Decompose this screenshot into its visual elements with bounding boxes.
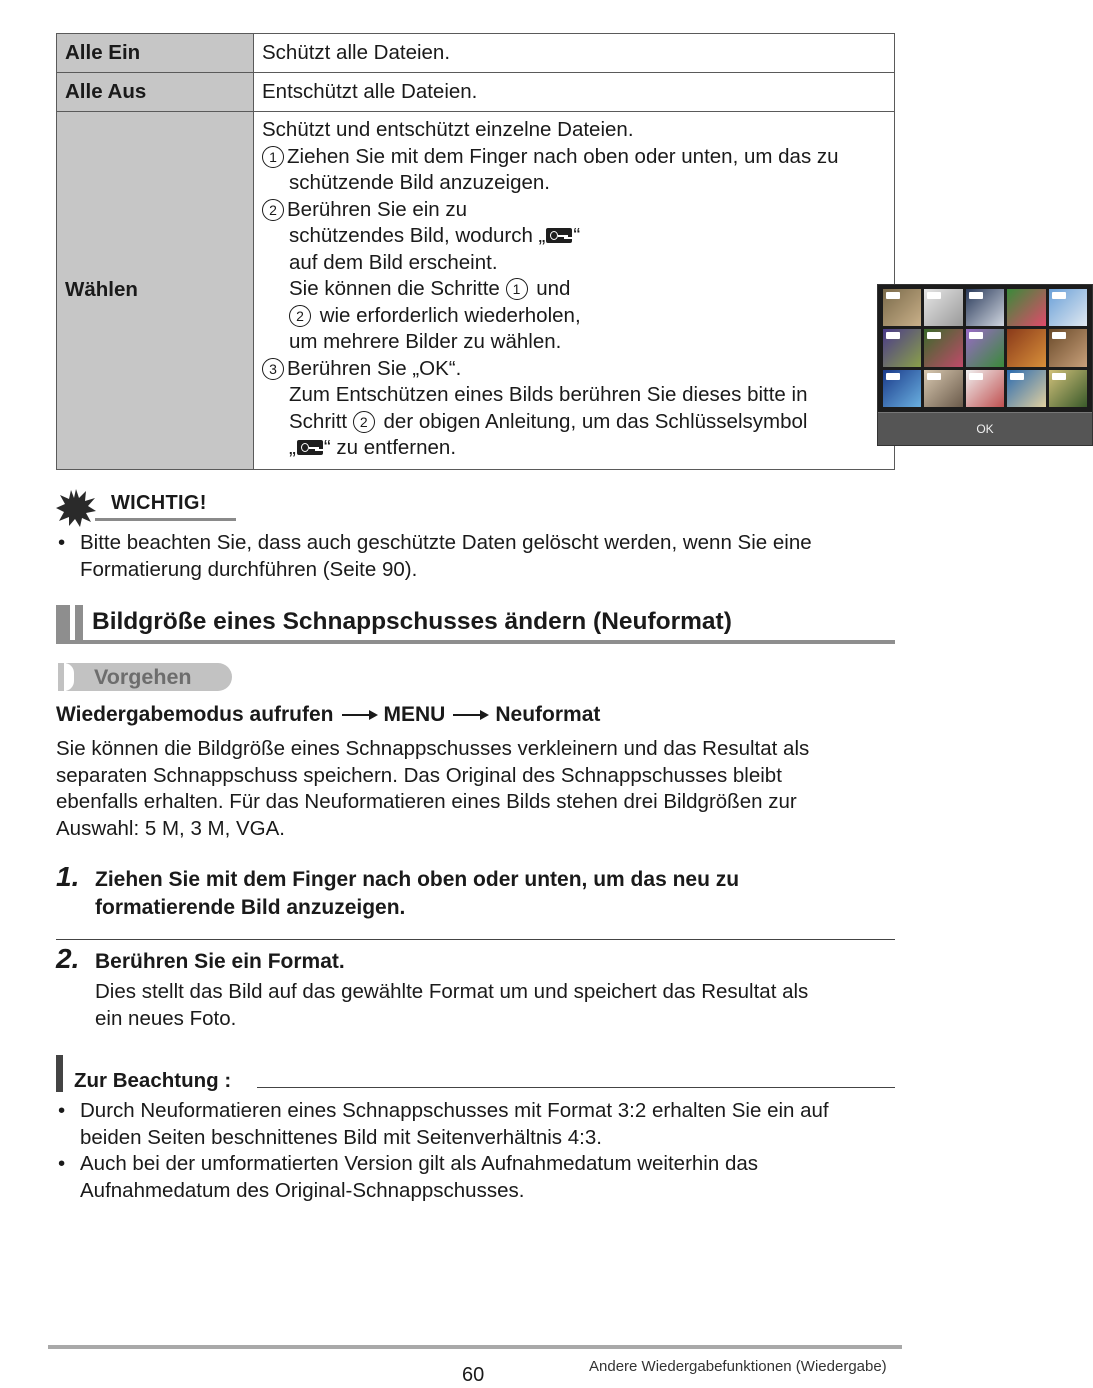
step-text: schützende Bild anzuzeigen. <box>289 171 550 194</box>
step-number-circle: 2 <box>353 411 375 433</box>
step-text: und <box>536 277 571 300</box>
note-bar <box>56 1055 63 1092</box>
thumbnail-protected <box>966 289 1004 326</box>
page-number: 60 <box>462 1364 485 1386</box>
step-text: “ zu entfernen. <box>323 436 457 459</box>
option-key: Alle Ein <box>57 34 254 73</box>
step-number: 1. <box>56 861 80 892</box>
step-text <box>262 303 886 330</box>
note-item-line: Durch Neuformatieren eines Schnappschusses mit Format 3:2 erhalten Sie ein auf <box>80 1099 829 1122</box>
options-table <box>56 33 994 470</box>
step-text <box>262 435 886 462</box>
section-title: Bildgröße eines Schnappschusses ändern (Neuformat) <box>92 608 732 635</box>
key-icon <box>546 228 572 243</box>
table-row <box>57 112 895 470</box>
thumbnail-protected <box>883 329 921 366</box>
ok-button[interactable]: OK <box>878 412 1092 445</box>
paragraph-line: Auswahl: 5 M, 3 M, VGA. <box>56 816 285 840</box>
thumbnail-protected <box>1049 329 1087 366</box>
note-item-line: Aufnahmedatum des Original-Schnappschusses. <box>80 1178 525 1202</box>
arrow-right-icon <box>342 714 376 716</box>
step-instruction-line: formatierende Bild anzuzeigen. <box>95 896 406 919</box>
step-number-circle: 2 <box>289 305 311 327</box>
section-heading-bar <box>75 605 83 643</box>
option-description: Entschützt alle Dateien. <box>254 73 895 112</box>
note-item-line: Auch bei der umformatierten Version gilt als Aufnahmedatum weiterhin das <box>80 1152 759 1175</box>
note-item-line: beiden Seiten beschnittenes Bild mit Seitenverhältnis 4:3. <box>80 1125 602 1149</box>
step-text: Schritt <box>289 409 348 433</box>
step-number-circle: 3 <box>262 358 284 380</box>
step-text: um mehrere Bilder zu wählen. <box>289 330 562 353</box>
menu-path-step: Neuformat <box>495 703 601 726</box>
step-text: auf dem Bild erscheint. <box>289 250 498 274</box>
step-number-circle: 1 <box>506 278 528 300</box>
paragraph-line: Sie können die Bildgröße eines Schnappschusses verkleinern und das Resultat als <box>56 737 810 760</box>
footer-rule <box>48 1345 902 1349</box>
step-text: der obigen Anleitung, um das Schlüsselsymbol <box>383 409 808 433</box>
step-description-line: Dies stellt das Bild auf das gewählte Format um und speichert das Resultat als <box>95 980 809 1003</box>
key-icon <box>297 440 323 455</box>
select-step-1 <box>262 144 886 171</box>
thumbnail <box>1007 289 1045 326</box>
note-title: Zur Beachtung : <box>74 1069 232 1092</box>
option-description: Schützt alle Dateien. <box>254 34 895 73</box>
step-text <box>262 223 886 250</box>
important-title: WICHTIG! <box>111 492 207 514</box>
thumbnail-protected <box>883 289 921 326</box>
thumbnail-protected <box>924 289 962 326</box>
camera-screen-thumbnail-grid <box>877 284 1093 446</box>
section-paragraph <box>56 736 896 842</box>
step-text: “ <box>573 224 581 247</box>
thumbnail-protected <box>883 370 921 407</box>
note-item <box>80 1151 758 1204</box>
table-row <box>57 34 895 73</box>
step-text <box>262 276 886 303</box>
option-key: Alle Aus <box>57 73 254 112</box>
step-instruction-line: Ziehen Sie mit dem Finger nach oben oder unten, um das neu zu <box>95 868 740 891</box>
section-heading-bar <box>56 605 70 643</box>
important-text-line: Bitte beachten Sie, dass auch geschützte Daten gelöscht werden, wenn Sie eine <box>80 531 812 554</box>
chapter-title: Andere Wiedergabefunktionen (Wiedergabe) <box>589 1358 887 1375</box>
bullet-marker: • <box>58 1152 66 1175</box>
step-instruction <box>95 866 739 922</box>
step-text: schützendes Bild, wodurch „ <box>289 224 546 247</box>
step-text: Berühren Sie „OK“. <box>287 356 462 380</box>
option-description <box>254 112 994 470</box>
menu-path-step: MENU <box>383 703 446 726</box>
step-number-circle: 2 <box>262 199 284 221</box>
important-burst-icon <box>56 489 96 527</box>
important-underline <box>95 518 236 521</box>
menu-path-step: Wiedergabemodus aufrufen <box>56 703 334 726</box>
step-description-line: ein neues Foto. <box>95 1006 237 1030</box>
step-text: Berühren Sie ein zu <box>287 197 468 221</box>
step-text: „ <box>289 436 296 459</box>
step-text: wie erforderlich wiederholen, <box>319 303 581 327</box>
thumbnail-protected <box>1049 289 1087 326</box>
important-text <box>80 530 812 583</box>
step-text: Zum Entschützen eines Bilds berühren Sie dieses bitte in <box>289 383 808 406</box>
step-text: Sie können die Schritte <box>289 277 500 300</box>
thumbnail <box>1007 329 1045 366</box>
thumbnail-protected <box>1049 370 1087 407</box>
select-step-3 <box>262 356 886 383</box>
thumbnail-protected <box>966 370 1004 407</box>
arrow-right-icon <box>453 714 487 716</box>
note-rule <box>257 1087 895 1088</box>
option-key: Wählen <box>57 112 254 470</box>
step-title: Berühren Sie ein Format. <box>95 950 345 973</box>
menu-path <box>56 701 600 729</box>
procedure-label: Vorgehen <box>94 665 192 689</box>
step-text <box>262 409 886 436</box>
thumbnail-protected <box>966 329 1004 366</box>
thumbnail-protected <box>924 370 962 407</box>
bullet-marker: • <box>58 531 66 554</box>
paragraph-line: separaten Schnappschuss speichern. Das Original des Schnappschusses bleibt <box>56 763 782 787</box>
section-underline <box>56 640 895 644</box>
step-description <box>95 979 808 1032</box>
select-intro: Schützt und entschützt einzelne Dateien. <box>262 118 634 141</box>
thumbnail-protected <box>924 329 962 366</box>
step-text: Ziehen Sie mit dem Finger nach oben oder unten, um das zu <box>287 144 839 168</box>
step-number: 2. <box>56 943 80 974</box>
bullet-marker: • <box>58 1099 66 1122</box>
divider <box>56 939 895 940</box>
select-step-2 <box>262 197 886 224</box>
table-row <box>57 73 895 112</box>
thumbnail-protected <box>1007 370 1045 407</box>
procedure-badge <box>58 663 232 691</box>
image-thumbnail-grid <box>883 289 1087 407</box>
important-text-line: Formatierung durchführen (Seite 90). <box>80 557 418 581</box>
step-number-circle: 1 <box>262 146 284 168</box>
paragraph-line: ebenfalls erhalten. Für das Neuformatieren eines Bilds stehen drei Bildgrößen zur <box>56 790 797 813</box>
note-item <box>80 1098 829 1151</box>
